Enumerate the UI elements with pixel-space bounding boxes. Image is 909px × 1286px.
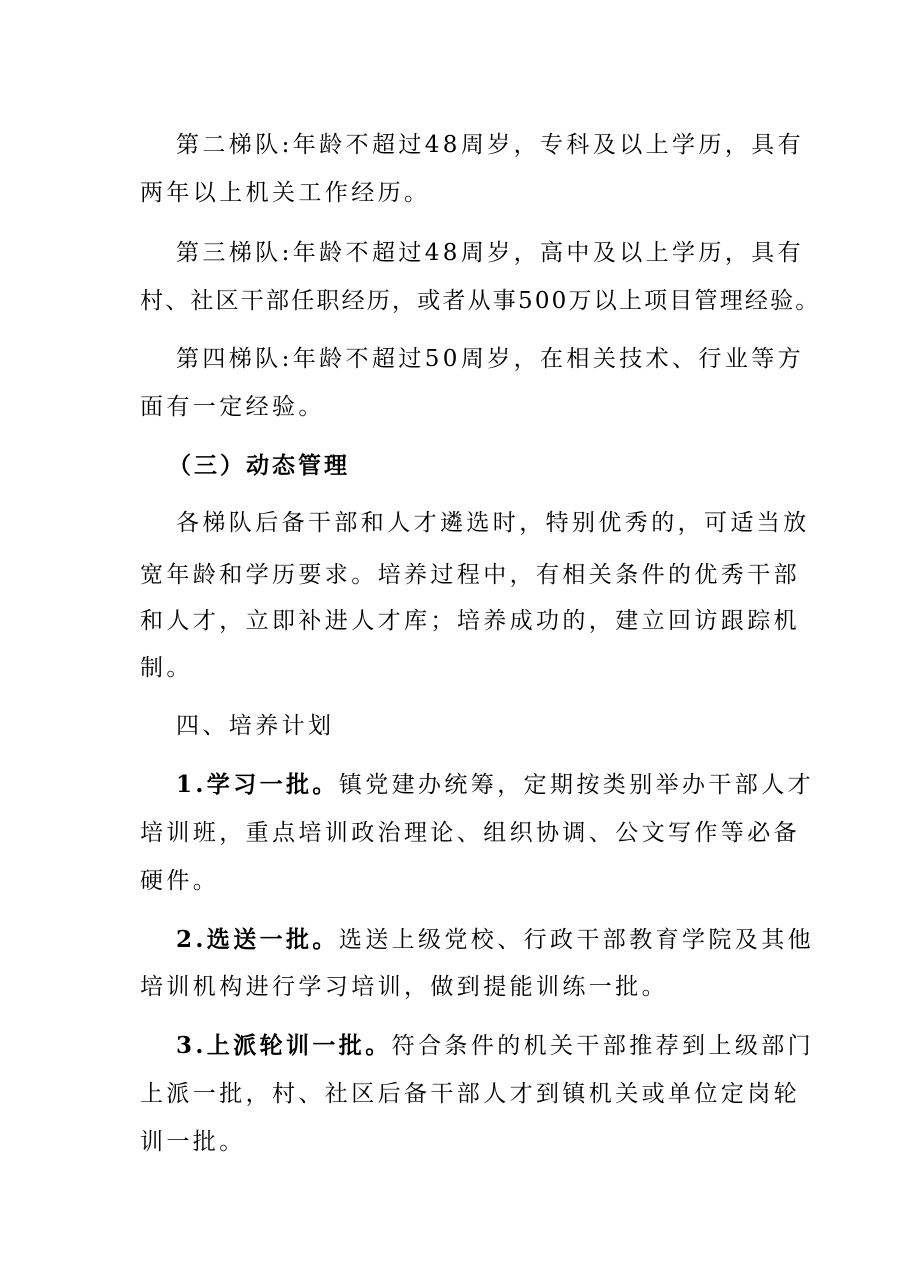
tier3-line-2: 村、社区干部任职经历，或者从事500万以上项目管理经验。: [140, 288, 821, 314]
item3-line-2: 上派一批，村、社区后备干部人才到镇机关或单位定岗轮: [140, 1081, 800, 1107]
dynamic-line-3: 和人才，立即补进人才库；培养成功的，建立回访跟踪机: [140, 608, 800, 634]
tier2-line-1: 第二梯队:年龄不超过48周岁，专科及以上学历，具有: [176, 132, 805, 158]
item1-line-1: [176, 770, 814, 800]
item1-line-1-text: 镇党建办统筹，定期按类别举办干部人才: [338, 772, 815, 798]
item1-line-2: 培训班，重点培训政治理论、组织协调、公文写作等必备: [140, 820, 800, 846]
tier4-line-2: 面有一定经验。: [140, 394, 325, 420]
item2-line-1-text: 选送上级党校、行政干部教育学院及其他: [338, 927, 815, 953]
item1-lead: 1.学习一批。: [176, 771, 339, 798]
item2-line-1: [176, 925, 814, 955]
dynamic-line-4: 制。: [140, 655, 193, 681]
item2-lead: 2.选送一批。: [176, 926, 339, 953]
item3-line-1-text: 符合条件的机关干部推荐到上级部门: [391, 1033, 815, 1059]
item3-line-1: [176, 1031, 814, 1061]
dynamic-management-heading: （三）动态管理: [168, 452, 350, 479]
tier2-line-2: 两年以上机关工作经历。: [140, 180, 431, 206]
dynamic-line-1: 各梯队后备干部和人才遴选时，特别优秀的，可适当放: [176, 510, 810, 536]
tier4-line-1: 第四梯队:年龄不超过50周岁，在相关技术、行业等方: [176, 346, 805, 372]
item3-line-3: 训一批。: [140, 1129, 246, 1155]
section-4-heading: 四、培养计划: [176, 713, 335, 739]
tier3-line-1: 第三梯队:年龄不超过48周岁，高中及以上学历，具有: [176, 240, 805, 266]
item3-lead: 3.上派轮训一批。: [176, 1032, 392, 1059]
dynamic-line-2: 宽年龄和学历要求。培养过程中，有相关条件的优秀干部: [140, 562, 800, 588]
item2-line-2: 培训机构进行学习培训，做到提能训练一批。: [140, 974, 668, 1000]
item1-line-3: 硬件。: [140, 868, 220, 894]
